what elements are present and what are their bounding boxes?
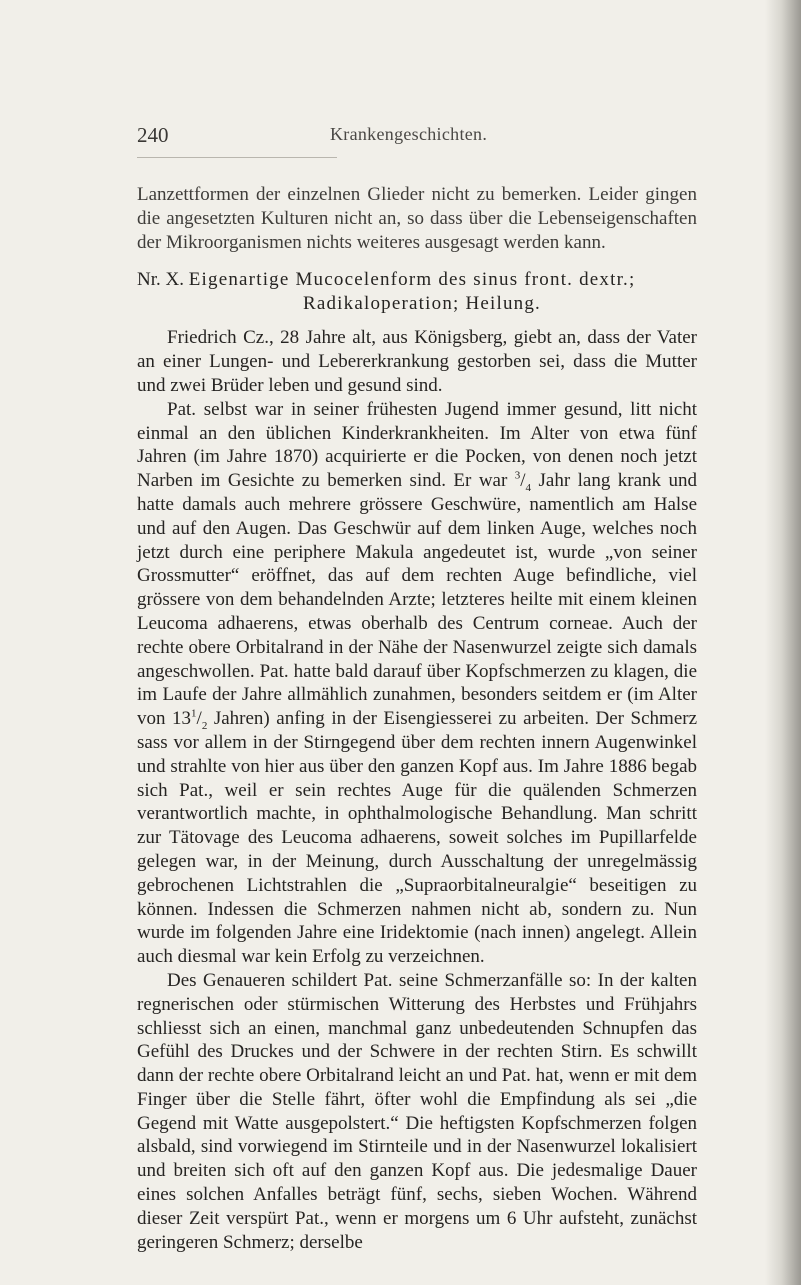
page-number: 240 [137,123,169,147]
body-text [137,183,697,1254]
case-number: Nr. X. [137,269,184,291]
fraction-2-denominator: 2 [201,719,208,732]
page-edge-shadow [765,0,801,1285]
running-title: Krankengeschichten. [330,124,488,144]
fraction-denominator: 4 [525,481,532,494]
history-text-part-2: Jahr lang krank und hatte damals auch mehrere grössere Geschwüre, namentlich am Halse und auf den Augen. Das Geschwür auf dem linken Auge, welches noch jetzt durch eine periphere Makula angedeutet ist, wurde „von seiner Grossmutter“ eröffnet, das auf dem rechten Auge befindliche, viel grössere von dem behandelnden Arzte; letzteres heilte mit einem kleinen Leucoma adhaerens, etwas oberhalb des Centrum corneae. Auch der rechte obere Orbitalrand in der Nähe der Nasenwurzel zeigte sich damals angeschwollen. Pat. hatte bald darauf über Kopfschmerzen zu klagen, die im Laufe der Jahre allmählich zunahmen, besonders seitdem er (im Alter von 13 [137,470,697,730]
history-text-part-1: Pat. selbst war in seiner frühesten Jugend immer gesund, litt nicht einmal an den üblichen Kinderkrankheiten. Im Alter von etwa fünf Jahren (im Jahre 1870) acquirierte er die Pocken, von denen noch jetzt Narben im Gesichte zu bemerken sind. Er war [137,398,697,492]
intro-paragraph: Lanzettformen der einzelnen Glieder nicht zu bemerken. Leider gingen die angesetzten Kulturen nicht an, so dass über die Lebenseigenschaften der Mikroorganismen nichts weiteres ausgesagt werden kann. [137,184,697,253]
case-title-line-2: Radikaloperation; Heilung. [302,293,542,315]
paragraph-pain-description: Des Genaueren schildert Pat. seine Schmerzanfälle so: In der kalten regnerischen oder stürmischen Witterung des Herbstes und Frühjahrs schliesst sich an einen, manchmal ganz unbedeutenden Schnupfen das Gefühl des Druckes und der Schwere in der rechten Stirn. Es schwillt dann der rechte obere Orbitalrand leicht an und Pat. hat, wenn er mit dem Finger über die Stelle fährt, öfter wohl die Empfindung als sei „die Gegend mit Watte ausgepolstert.“ Die heftigsten Kopfschmerzen folgen alsbald, sind vorwiegend im Stirnteile und in der Nasenwurzel lokalisiert und breiten sich oft auf den ganzen Kopf aus. Die jedesmalige Dauer eines solchen Anfalles beträgt fünf, sechs, sieben Wochen. Während dieser Zeit verspürt Pat., wenn er morgens um 6 Uhr aufsteht, zunächst geringeren Schmerz; derselbe [137,969,697,1253]
case-title-line-1: Eigenartige Mucocelenform des sinus front. dextr.; [188,269,636,291]
fraction-2-numerator: 1 [191,707,197,720]
fraction-numerator: 3 [514,469,521,482]
paragraph-family-history: Friedrich Cz., 28 Jahre alt, aus Königsberg, giebt an, dass der Vater an einer Lungen- und Lebererkrankung gestorben sei, dass die Mutter und zwei Brüder leben und gesund sind. [137,327,697,396]
header-rule [137,157,337,158]
history-text-part-3: Jahren) anfing in der Eisengiesserei zu arbeiten. Der Schmerz sass vor allem in der Stirngegend über dem rechten innern Augenwinkel und strahlte von hier aus über den ganzen Kopf aus. Im Jahre 1886 begab sich Pat., weil er sein rechtes Auge für die quälenden Schmerzen verantwortlich machte, in ophthalmologische Behandlung. Man schritt zur Tätovage des Leucoma adhaerens, soweit solches im Pupillarfelde gelegen war, in der Meinung, durch Ausschaltung der unregelmässig gebrochenen Lichtstrahlen die „Supraorbitalneuralgie“ beseitigen zu können. Indessen die Schmerzen nahmen nicht ab, sondern zu. Nun wurde im folgenden Jahre eine Iridektomie (nach innen) angelegt. Allein auch diesmal war kein Erfolg zu verzeichnen. [137,708,698,968]
paragraph-patient-history: Pat. selbst war in seiner frühesten Jugend immer gesund, litt nicht einmal an den üblichen Kinderkrankheiten. Im Alter von etwa fünf Jahren (im Jahre 1870) acquirierte er die Pocken, von denen noch jetzt Narben im Gesichte zu bemerken sind. Er war $^3/_4$ Jahr lang krank und hatte damals auch mehrere grössere Geschwüre, namentlich am Halse und auf den Augen. Das Geschwür auf dem linken Auge, welches noch jetzt durch eine periphere Makula angedeutet ist, wurde „von seiner Grossmutter“ eröffnet, das auf dem rechten Auge befindliche, viel grössere von dem behandelnden Arzte; letzteres heilte mit einem kleinen Leucoma adhaerens, etwas oberhalb des Centrum corneae. Auch der rechte obere Orbitalrand in der Nähe der Nasenwurzel zeigte sich damals angeschwollen. Pat. hatte bald darauf über Kopfschmerzen zu klagen, die im Laufe der Jahre allmählich zunahmen, besonders seitdem er (im Alter von $13^1/_2$ Jahren) anfing in der Eisengiesserei zu arbeiten. Der Schmerz sass vor allem in der Stirngegend über dem rechten innern Augenwinkel und strahlte von hier aus über den ganzen Kopf aus. Im Jahre 1886 begab sich Pat., weil er sein rechtes Auge für die quälenden Schmerzen verantwortlich machte, in ophthalmologische Behandlung. Man schritt zur Tätovage des Leucoma adhaerens, soweit solches im Pupillarfelde gelegen war, in der Meinung, durch Ausschaltung der unregelmässig gebrochenen Lichtstrahlen die „Supraorbitalneuralgie“ beseitigen zu können. Indessen die Schmerzen nahmen nicht ab, sondern zu. Nun wurde im folgenden Jahre eine Iridektomie (nach innen) angelegt. Allein auch diesmal war kein Erfolg zu verzeichnen. [137,398,698,968]
case-heading [137,268,697,316]
running-head [137,123,697,151]
